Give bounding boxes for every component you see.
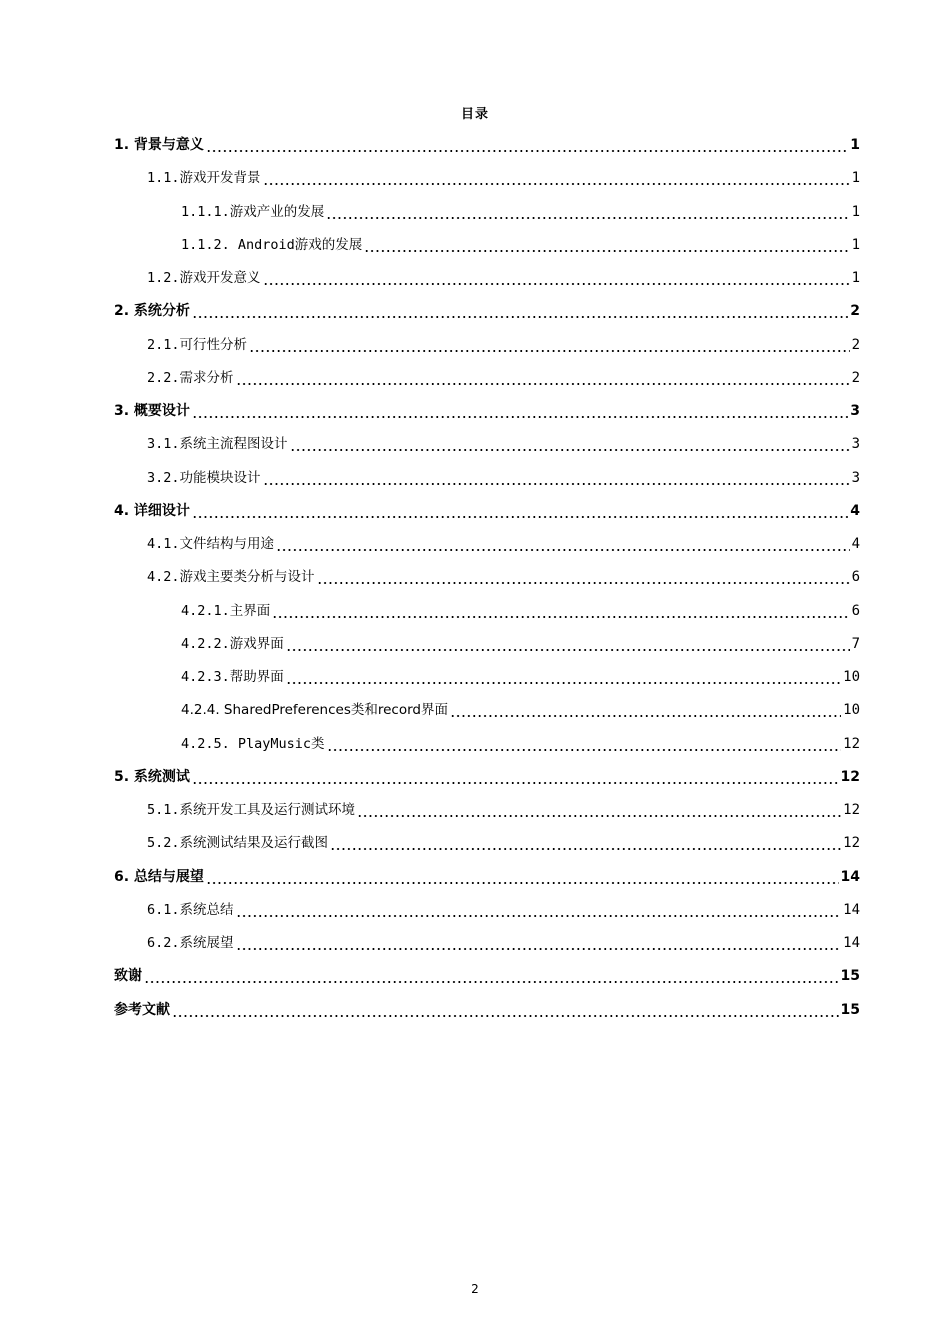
toc-entry-title: 3. 概要设计 (114, 403, 190, 419)
toc-dot-leader (290, 435, 850, 453)
toc-dot-leader (286, 635, 850, 653)
toc-dot-leader (357, 801, 841, 819)
toc-entry-title: 1.1.1.游戏产业的发展 (181, 203, 325, 220)
toc-dot-leader (317, 568, 850, 586)
toc-entry-page: 12 (843, 735, 860, 752)
toc-dot-leader (206, 868, 839, 886)
toc-entry-title: 5.1.系统开发工具及运行测试环境 (147, 802, 356, 818)
toc-entry-page: 14 (843, 935, 860, 951)
toc-dot-leader (192, 502, 848, 520)
toc-entry[interactable] (147, 564, 860, 586)
toc-entry-page: 12 (843, 802, 860, 818)
toc-dot-leader (263, 169, 850, 187)
toc-dot-leader (364, 236, 849, 254)
toc-entry[interactable] (147, 332, 860, 354)
toc-entry-title: 4. 详细设计 (114, 502, 190, 519)
toc-entry-title: 1.2.游戏开发意义 (147, 270, 261, 286)
toc-dot-leader (450, 701, 841, 719)
toc-entry-title: 4.2.4. SharedPreferences类和record界面 (181, 702, 448, 719)
toc-entry-title: 4.2.游戏主要类分析与设计 (147, 569, 315, 586)
toc-entry-page: 2 (850, 303, 860, 320)
toc-entry-page: 14 (840, 868, 860, 885)
toc-entry-title: 1.1.游戏开发背景 (147, 170, 261, 187)
toc-dot-leader (236, 901, 842, 919)
toc-entry-page: 3 (851, 469, 860, 486)
toc-dot-leader (263, 469, 850, 487)
toc-dot-leader (286, 668, 841, 686)
toc-title: 目录 (460, 107, 489, 122)
toc-entry-title: 4.2.3.帮助界面 (181, 669, 284, 685)
toc-dot-leader (192, 302, 848, 320)
toc-entry[interactable] (147, 897, 860, 919)
toc-entry[interactable] (147, 531, 860, 553)
toc-entry-title: 5.2.系统测试结果及运行截图 (147, 835, 329, 852)
toc-entry[interactable] (114, 963, 860, 985)
toc-entry[interactable] (181, 631, 860, 653)
toc-entry-title: 4.1.文件结构与用途 (147, 536, 275, 552)
toc-entry[interactable] (147, 930, 860, 952)
toc-entry-page: 1 (851, 270, 860, 286)
toc-entry-page: 12 (840, 768, 860, 785)
toc-entry-title: 1.1.2. Android游戏的发展 (181, 236, 363, 253)
toc-entry-title: 3.1.系统主流程图设计 (147, 436, 288, 453)
toc-entry[interactable] (114, 997, 860, 1019)
toc-entry-title: 6.1.系统总结 (147, 901, 234, 918)
toc-entry-title: 1. 背景与意义 (114, 137, 204, 153)
toc-entry[interactable] (147, 265, 860, 287)
toc-entry-page: 12 (843, 835, 860, 852)
toc-entry[interactable] (147, 797, 860, 819)
toc-entry[interactable] (147, 465, 860, 487)
toc-dot-leader (236, 934, 842, 952)
toc-dot-leader (192, 768, 839, 786)
toc-entry-page: 1 (851, 236, 860, 253)
toc-entry-title: 6. 总结与展望 (114, 868, 204, 885)
toc-entry[interactable] (181, 199, 860, 221)
toc-dot-leader (206, 136, 848, 154)
toc-entry-page: 15 (840, 1001, 860, 1018)
toc-entry-title: 4.2.1.主界面 (181, 602, 271, 619)
toc-entry-title: 4.2.5. PlayMusic类 (181, 735, 325, 752)
toc-entry-title: 致谢 (114, 968, 142, 985)
toc-entry-title: 6.2.系统展望 (147, 935, 234, 951)
toc-entry[interactable] (147, 365, 860, 387)
toc-entry-page: 10 (843, 669, 860, 685)
toc-entry-page: 1 (851, 170, 860, 187)
page-number: 2 (471, 1282, 479, 1296)
toc-entry-page: 2 (851, 336, 860, 353)
toc-dot-leader (272, 602, 849, 620)
toc-entry[interactable] (114, 298, 860, 320)
toc-entry-title: 4.2.2.游戏界面 (181, 635, 284, 652)
toc-dot-leader (327, 735, 842, 753)
toc-entry-title: 2.1.可行性分析 (147, 336, 248, 353)
toc-dot-leader (330, 834, 841, 852)
toc-entry-page: 3 (850, 403, 860, 419)
toc-entry-page: 6 (851, 569, 860, 586)
toc-entry-page: 10 (843, 702, 860, 719)
toc-dot-leader (172, 1001, 839, 1019)
toc-entry-title: 5. 系统测试 (114, 768, 190, 785)
toc-entry-page: 6 (851, 602, 860, 619)
toc-dot-leader (326, 203, 849, 221)
toc-entry-page: 3 (851, 436, 860, 453)
toc-entry[interactable] (114, 132, 860, 154)
toc-entry-page: 1 (851, 203, 860, 220)
toc-entry-page: 4 (851, 536, 860, 552)
toc-entry-title: 2.2.需求分析 (147, 369, 234, 386)
toc-entry[interactable] (114, 864, 860, 886)
toc-entry-page: 7 (851, 635, 860, 652)
toc-entry-page: 2 (851, 369, 860, 386)
toc-entry-title: 参考文献 (114, 1001, 170, 1018)
toc-dot-leader (249, 336, 850, 354)
toc-dot-leader (263, 269, 850, 287)
toc-entry[interactable] (181, 232, 860, 254)
toc-entry[interactable] (181, 664, 860, 686)
toc-dot-leader (236, 369, 850, 387)
toc-entry[interactable] (181, 697, 860, 719)
toc-entry[interactable] (147, 830, 860, 852)
toc-entry[interactable] (181, 598, 860, 620)
toc-entry[interactable] (114, 398, 860, 420)
toc-entry[interactable] (114, 498, 860, 520)
toc-entry-page: 1 (850, 137, 860, 153)
toc-dot-leader (276, 535, 850, 553)
toc-entry[interactable] (114, 764, 860, 786)
toc-dot-leader (144, 967, 839, 985)
toc-entry-page: 14 (843, 901, 860, 918)
toc-entry[interactable] (147, 431, 860, 453)
toc-entry-title: 3.2.功能模块设计 (147, 469, 261, 486)
toc-dot-leader (192, 402, 848, 420)
toc-entry[interactable] (181, 731, 860, 753)
toc-entry-page: 15 (840, 968, 860, 985)
toc-entry[interactable] (147, 165, 860, 187)
toc-entry-title: 2. 系统分析 (114, 303, 190, 320)
toc-entry-page: 4 (850, 502, 860, 519)
